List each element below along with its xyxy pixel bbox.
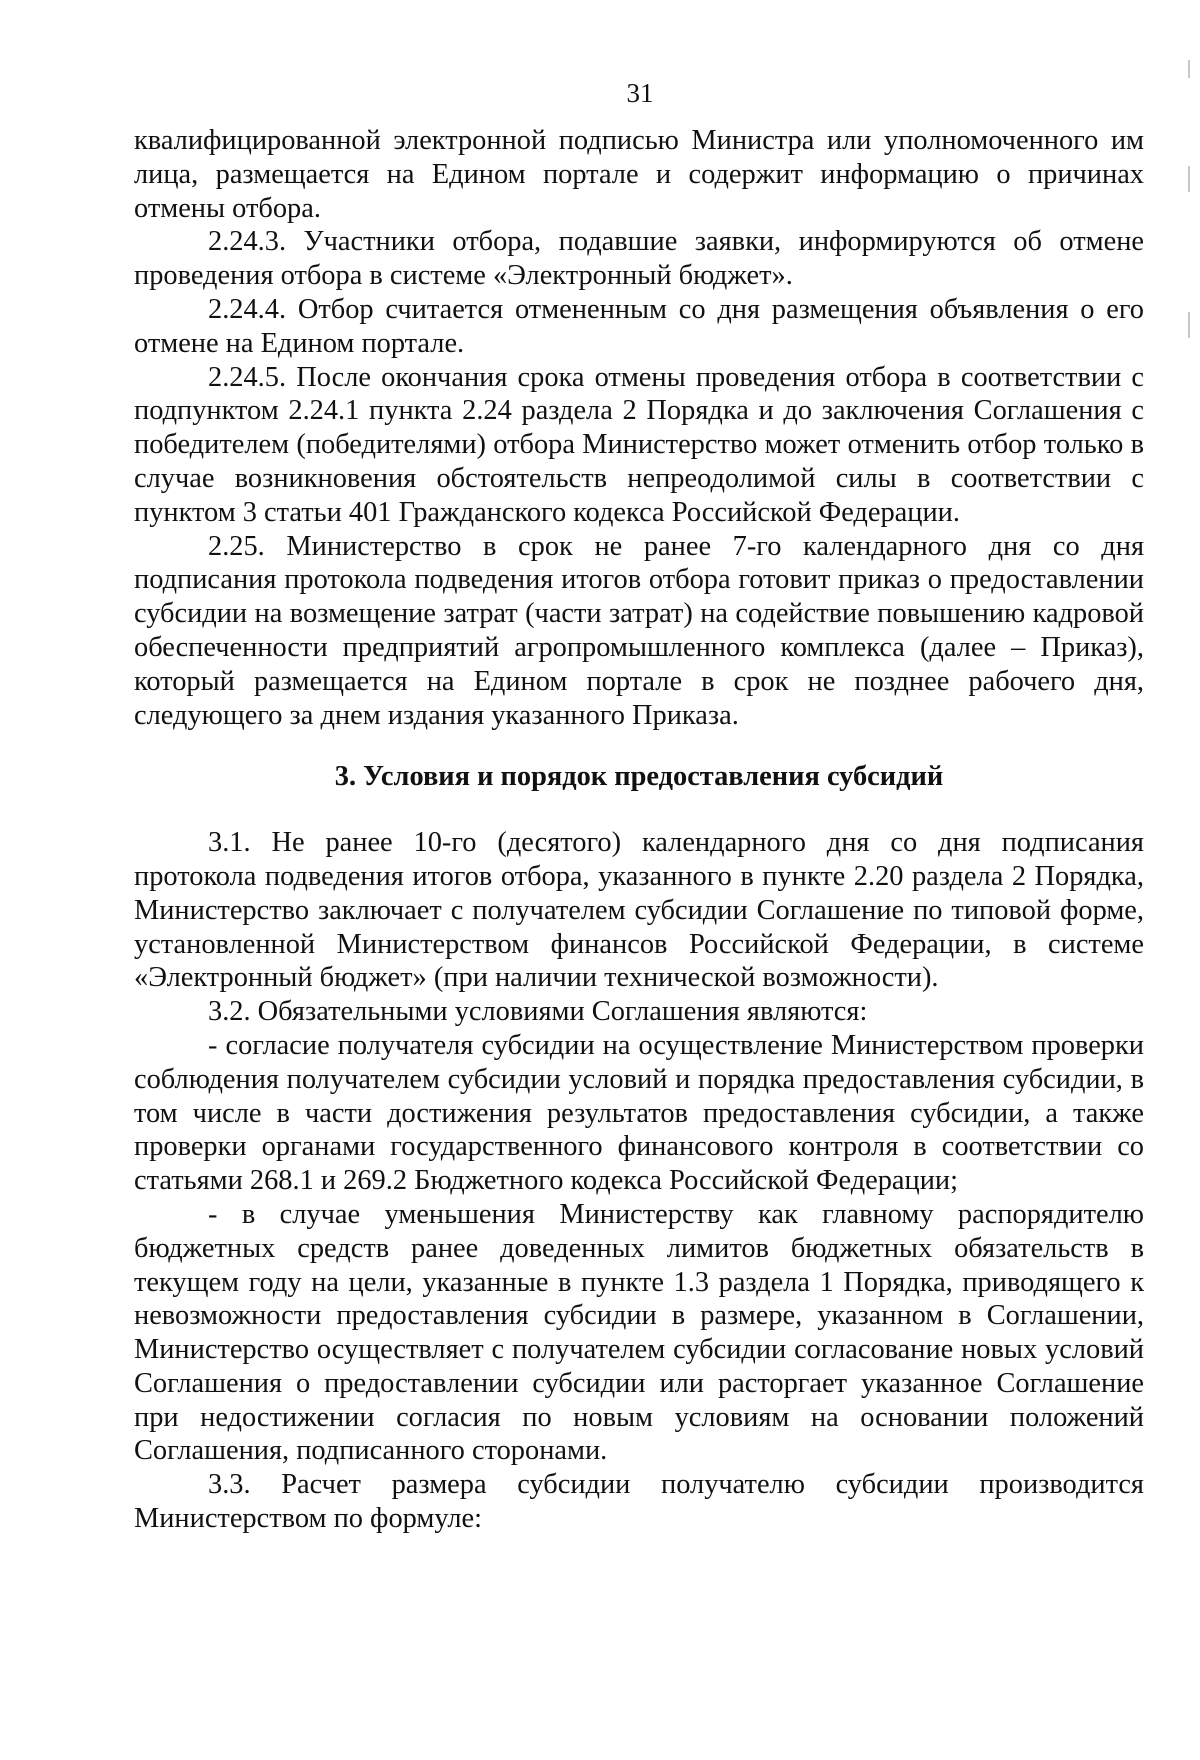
paragraphs-after-heading — [134, 826, 1144, 1536]
paragraph: квалифицированной электронной подписью Министра или уполномоченного им лица, размещается на Едином портале и содержит информацию о причинах отмены отбора. — [134, 125, 1144, 224]
paragraph: 3.2. Обязательными условиями Соглашения являются: — [208, 996, 868, 1028]
section-heading: 3. Условия и порядок предоставления субсидий — [334, 761, 944, 793]
paragraph: 2.24.5. После окончания срока отмены проведения отбора в соответствии с подпунктом 2.24.1 пункта 2.24 раздела 2 Порядка и до заключения Соглашения с победителем (победителями) отбора Министерство может отменить отбор только в случае возникновения обстоятельств непреодолимой силы в соответствии с пунктом 3 статьи 401 Гражданского кодекса Российской Федерации. — [134, 361, 1144, 528]
scan-edge-mark — [1188, 60, 1190, 78]
scan-edge-mark — [1188, 312, 1190, 338]
paragraph: 2.25. Министерство в срок не ранее 7-го календарного дня со дня подписания протокола подведения итогов отбора готовит приказ о предоставлении субсидии на возмещение затрат (части затрат) на содействие повышению кадровой обеспеченности предприятий агропромышленного комплекса (далее – Приказ), который размещается на Едином портале в срок не позднее рабочего дня, следующего за днем издания указанного Приказа. — [134, 530, 1144, 731]
paragraph: 3.1. Не ранее 10-го (десятого) календарного дня со дня подписания протокола подведения итогов отбора, указанного в пункте 2.20 раздела 2 Порядка, Министерство заключает с получателем субсидии Соглашение по типовой форме, установленной Министерством финансов Российской Федерации, в системе «Электронный бюджет» (при наличии технической возможности). — [134, 827, 1144, 994]
document-body — [134, 124, 1144, 1536]
paragraph: - в случае уменьшения Министерству как главному распорядителю бюджетных средств ранее доведенных лимитов бюджетных обязательств в текущем году на цели, указанные в пункте 1.3 раздела 1 Порядка, приводящего к невозможности предоставления субсидии в размере, указанном в Соглашении, Министерство осуществляет с получателем субсидии согласование новых условий Соглашения о предоставлении субсидии или расторгает указанное Соглашение при недостижении согласия по новым условиям на основании положений Соглашения, подписанного сторонами. — [134, 1198, 1144, 1467]
page-number: 31 — [626, 78, 654, 108]
paragraph: 3.3. Расчет размера субсидии получателю субсидии производится Министерством по формуле: — [134, 1469, 1144, 1535]
paragraph: 2.24.3. Участники отбора, подавшие заявки, информируются об отмене проведения отбора в системе «Электронный бюджет». — [134, 226, 1144, 292]
paragraph: 2.24.4. Отбор считается отмененным со дня размещения объявления о его отмене на Едином портале. — [134, 293, 1144, 359]
paragraph: - согласие получателя субсидии на осуществление Министерством проверки соблюдения получателем субсидии условий и порядка предоставления субсидии, в том числе в части достижения результатов предоставления субсидии, а также проверки органами государственного финансового контроля в соответствии со статьями 268.1 и 269.2 Бюджетного кодекса Российской Федерации; — [134, 1029, 1144, 1197]
paragraphs-before-heading — [134, 124, 1144, 732]
scan-edge-mark — [1188, 166, 1190, 192]
